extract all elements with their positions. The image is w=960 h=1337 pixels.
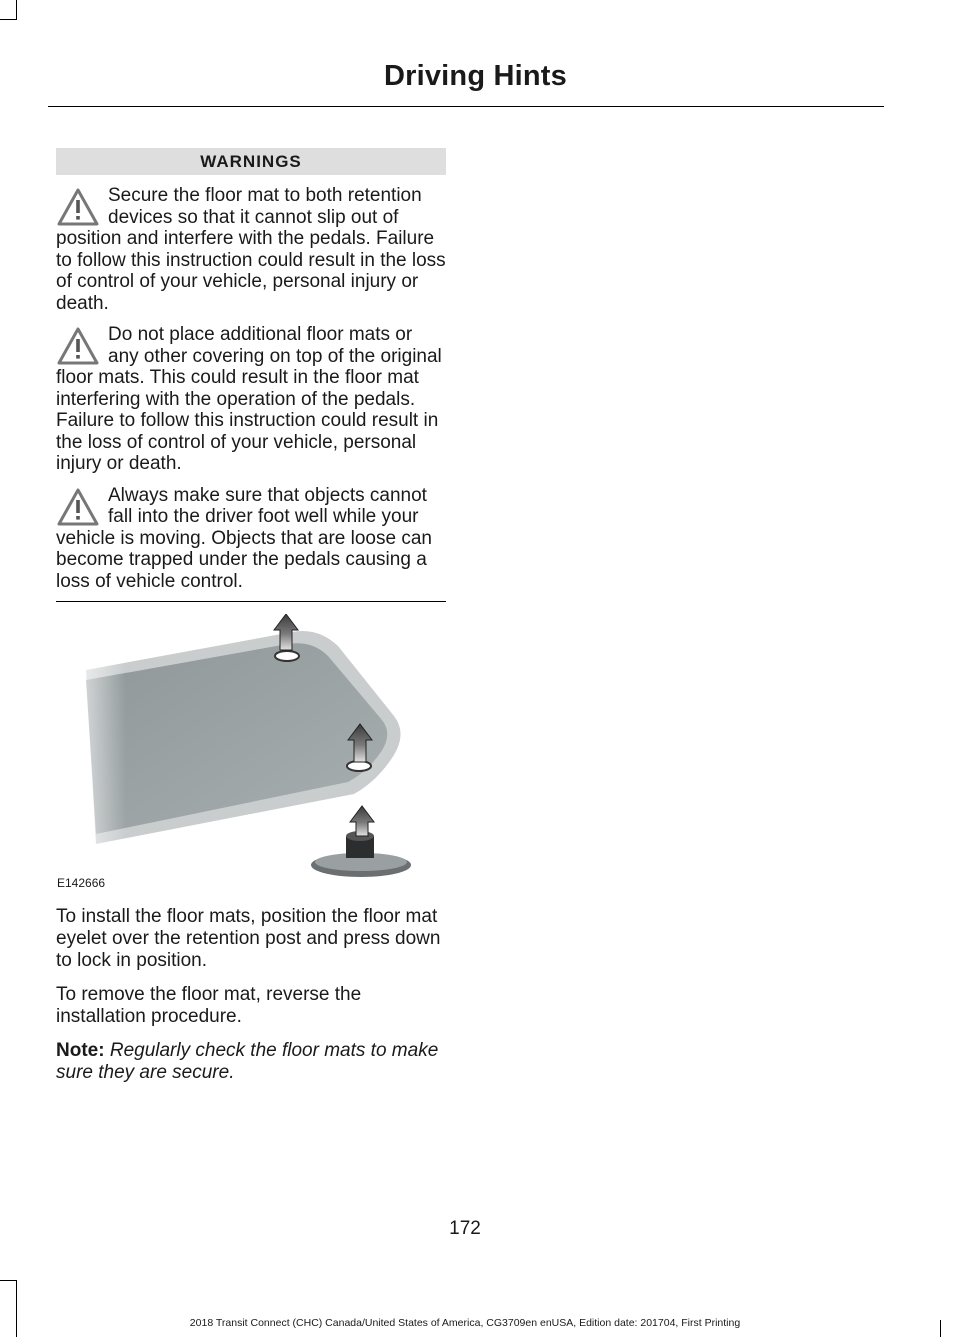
floor-mat-drawing [56, 614, 446, 894]
warning-text: Secure the floor mat to both retention devices so that it cannot slip out of position and interfere with the pedals. Failure to follow this instruction could result in the loss of control of your vehicle, personal injury or death. [56, 185, 446, 314]
warning-text: Always make sure that objects cannot fall into the driver foot well while your vehicle is moving. Objects that are loose can become trapped under the pedals causing a loss of vehicle control. [56, 484, 432, 592]
crop-mark [0, 1280, 17, 1281]
note-label: Note: [56, 1040, 105, 1061]
header-rule [48, 106, 884, 107]
warnings-end-rule [56, 601, 446, 602]
note-paragraph [56, 1040, 446, 1084]
warning-item [56, 324, 446, 475]
note-text: Regularly check the floor mats to make sure they are secure. [56, 1040, 439, 1083]
footer-text: 2018 Transit Connect (CHC) Canada/United States of America, CG3709en enUSA, Edition date: 201704, First Printing [189, 1317, 741, 1329]
remove-paragraph: To remove the floor mat, reverse the installation procedure. [56, 984, 362, 1027]
warning-text: Do not place additional floor mats or any other covering on top of the original floor mats. This could result in the floor mat interfering with the operation of the pedals. Failure to follow this instruction could result in the loss of control of your vehicle, personal injury or death. [56, 324, 442, 474]
install-paragraph: To install the floor mats, position the floor mat eyelet over the retention post and press down to lock in position. [56, 906, 441, 971]
warning-item [56, 485, 446, 593]
warning-triangle-icon [56, 326, 100, 366]
warning-triangle-icon [56, 487, 100, 527]
content-column [56, 148, 446, 1084]
crop-mark [940, 1320, 941, 1337]
crop-mark [16, 0, 17, 20]
page-number: 172 [449, 1218, 481, 1239]
page-title: Driving Hints [383, 60, 567, 92]
figure-code: E142666 [57, 876, 106, 890]
floor-mat-illustration [56, 614, 446, 894]
warning-triangle-icon [56, 187, 100, 227]
warning-item [56, 185, 446, 314]
warnings-heading: WARNINGS [56, 148, 446, 175]
crop-mark [0, 19, 17, 20]
